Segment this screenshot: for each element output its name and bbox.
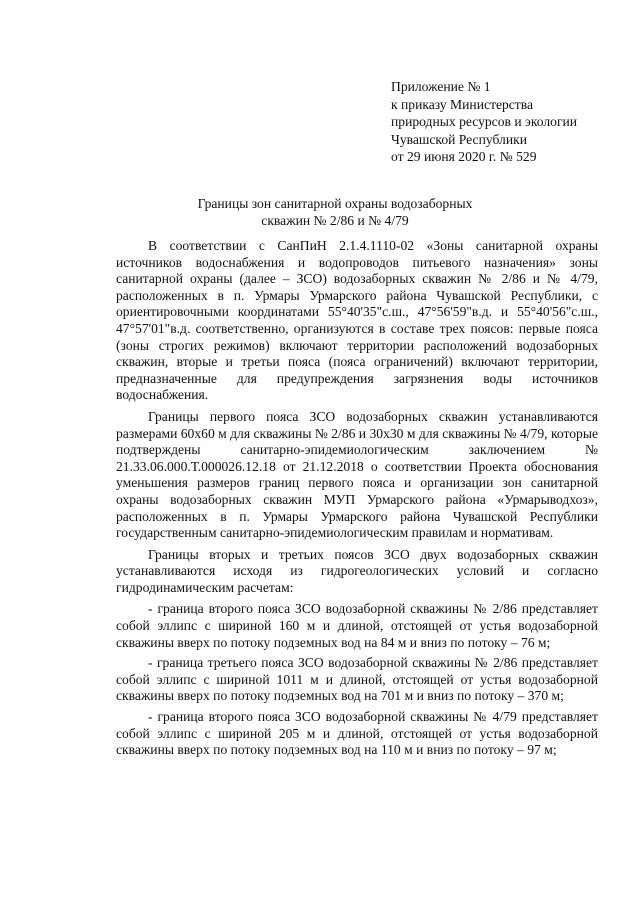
document-body — [116, 238, 598, 763]
appendix-header — [391, 78, 621, 166]
body-paragraph: В соответствии с СанПиН 2.1.4.1110-02 «Зоны санитарной охраны источников водоснабжения и водопроводов питьевого назначения» зоны санитарной охраны (далее – ЗСО) водозаборных скважин № 2/86 и № 4/79, расположенных в п. Урмары Урмарского района Чувашской Республики, с ориентировочными координатами 55°40'35"с.ш., 47°56'59"в.д. и 55°40'56"с.ш., 47°57'01"в.д. соответственно, организуются в составе трех поясов: первые пояса (зоны строгих режимов) включают территории расположений водозаборных скважин, вторые и третьи пояса (пояса ограничений) включают территории, предназначенные для предупреждения загрязнения воды источников водоснабжения. — [116, 238, 598, 403]
title-line-1: Границы зон санитарной охраны водозаборных — [197, 196, 473, 211]
list-item: - граница второго пояса ЗСО водозаборной скважины № 2/86 представляет собой эллипс с шириной 160 м и длиной, отстоящей от устья водозаборной скважины вверх по потоку подземных вод на 84 м и вниз по потоку – 76 м; — [116, 601, 598, 650]
appendix-date-number: от 29 июня 2020 г. № 529 — [391, 149, 537, 165]
body-paragraph: Границы вторых и третьих поясов ЗСО двух водозаборных скважин устанавливаются исходя из гидрогеологических условий и согласно гидродинамическим расчетам: — [116, 546, 598, 595]
document-title — [100, 196, 570, 229]
title-line-2: скважин № 2/86 и № 4/79 — [261, 212, 409, 228]
list-item: - граница третьего пояса ЗСО водозаборной скважины № 2/86 представляет собой эллипс с шириной 1011 м и длиной, отстоящей от устья водозаборной скважины вверх по потоку подземных вод на 701 м и вниз по потоку – 370 м; — [116, 655, 598, 704]
appendix-republic: Чувашской Республики — [391, 131, 527, 147]
appendix-number: Приложение № 1 — [391, 79, 491, 94]
list-item: - граница второго пояса ЗСО водозаборной скважины № 4/79 представляет собой эллипс с шириной 205 м и длиной, отстоящей от устья водозаборной скважины вверх по потоку подземных вод на 110 м и вниз по потоку – 97 м; — [116, 709, 598, 758]
body-paragraph: Границы первого пояса ЗСО водозаборных скважин устанавливаются размерами 60х60 м для скважины № 2/86 и 30х30 м для скважины № 4/79, которые подтверждены санитарно-эпидемиологическим заключением № 21.33.06.000.Т.000026.12.18 от 21.12.2018 о соответствии Проекта обоснования уменьшения размеров границ первого пояса и организации зон санитарной охраны водозаборных скважин МУП Урмарского района «Урмарыводхоз», расположенных в п. Урмары Урмарского района Чувашской Республики государственным санитарно-эпидемиологическим правилам и нормативам. — [116, 408, 598, 541]
appendix-order-ref: к приказу Министерства — [391, 96, 534, 112]
appendix-ministry: природных ресурсов и экологии — [391, 114, 578, 130]
